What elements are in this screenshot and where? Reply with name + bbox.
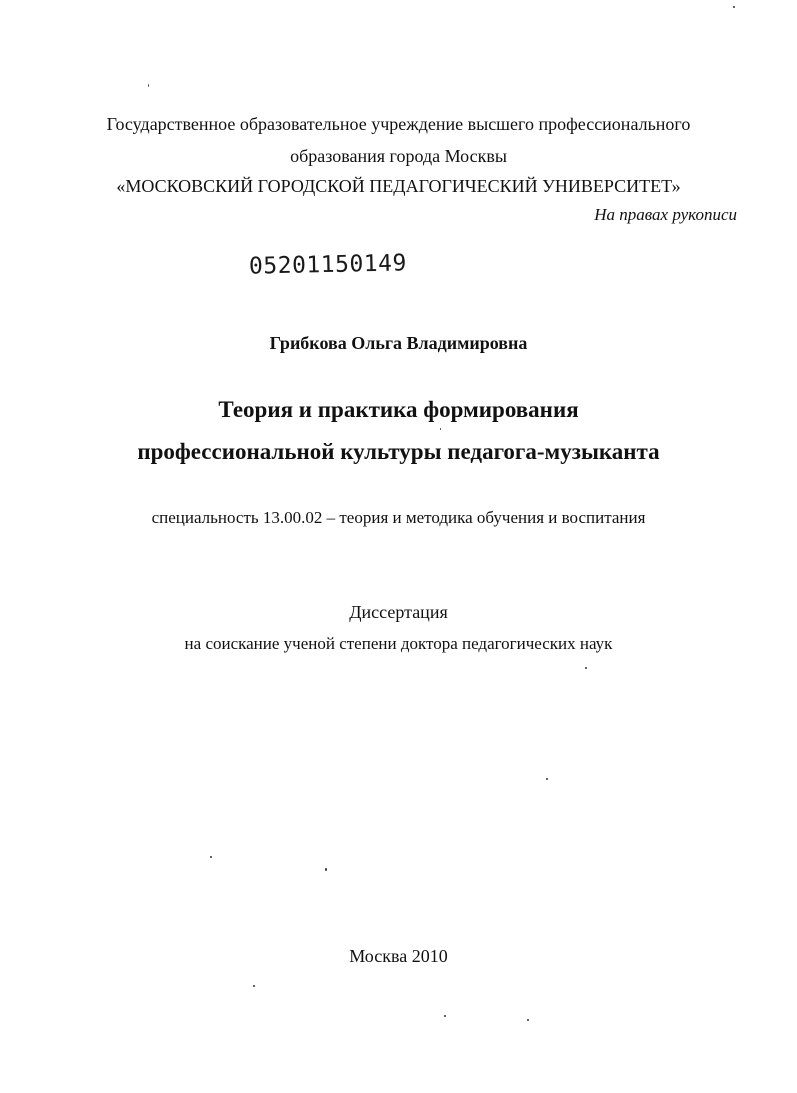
manuscript-note: На правах рукописи <box>594 205 737 224</box>
institution-line-2: образования города Москвы <box>290 146 507 166</box>
scan-speck <box>527 1019 529 1021</box>
archive-stamp-number: 05201150149 <box>248 250 408 280</box>
scan-speck <box>210 856 212 858</box>
place-and-year: Москва 2010 <box>349 946 448 966</box>
specialty-line: специальность 13.00.02 – теория и методика обучения и воспитания <box>151 508 646 527</box>
author-name: Грибкова Ольга Владимировна <box>269 333 528 353</box>
dissertation-title-line-2: профессиональной культуры педагога-музыканта <box>137 439 660 464</box>
scan-speck <box>733 6 735 8</box>
university-name: «МОСКОВСКИЙ ГОРОДСКОЙ ПЕДАГОГИЧЕСКИЙ УНИВЕРСИТЕТ» <box>116 176 681 196</box>
document-type: Диссертация <box>349 602 448 622</box>
scan-speck <box>444 1015 446 1017</box>
scan-speck <box>440 428 441 430</box>
scan-speck <box>325 868 327 871</box>
scan-speck <box>148 84 149 87</box>
scan-speck <box>546 778 548 780</box>
dissertation-title-line-1: Теория и практика формирования <box>218 397 579 422</box>
degree-line: на соискание ученой степени доктора педагогических наук <box>184 634 613 653</box>
scan-speck <box>585 667 587 669</box>
institution-line-1: Государственное образовательное учреждение высшего профессионального <box>106 114 691 134</box>
scan-speck <box>253 985 255 987</box>
